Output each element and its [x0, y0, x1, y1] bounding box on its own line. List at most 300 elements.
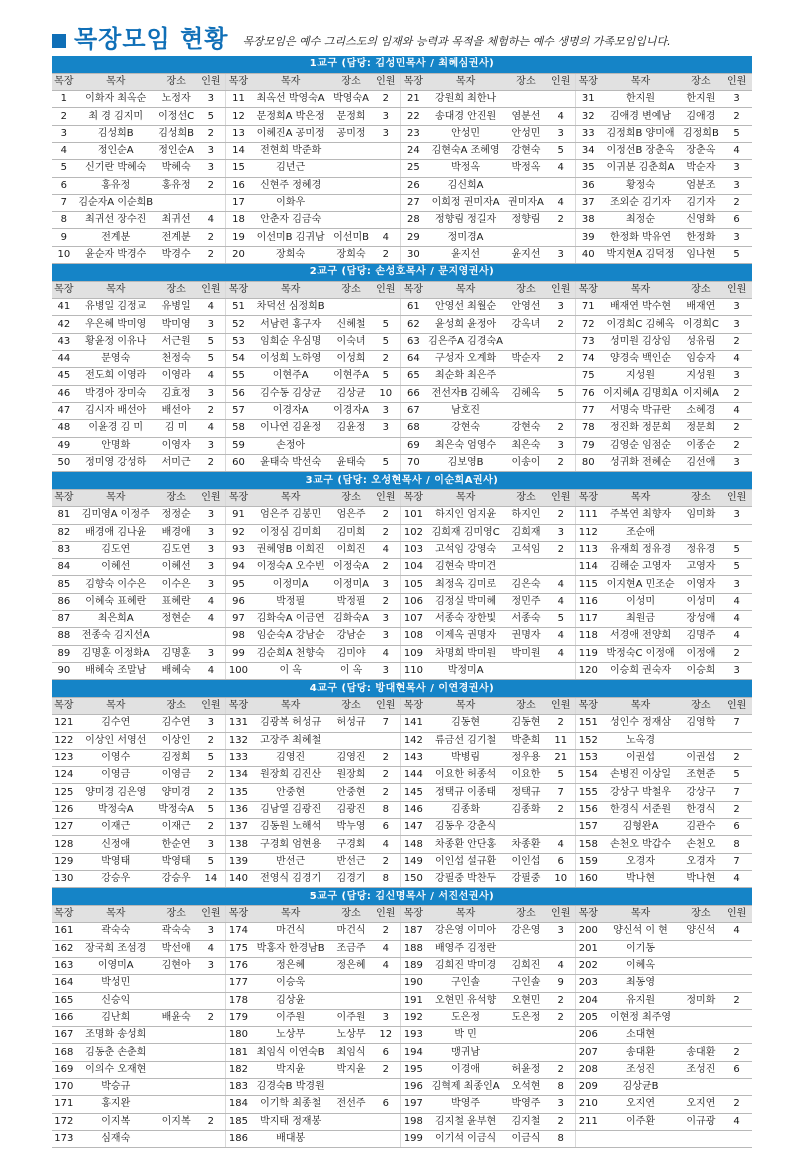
mokja-name: 박홍자 한경남B — [251, 940, 331, 957]
member-count: 2 — [721, 749, 752, 766]
member-count: 2 — [196, 246, 225, 263]
member-count: 4 — [196, 611, 225, 628]
mokjang-number: 18 — [226, 212, 251, 229]
column-header: 목자 — [251, 489, 331, 506]
mokja-name: 유병일 김정교 — [76, 299, 156, 316]
mokjang-number: 2 — [52, 108, 76, 125]
member-count: 2 — [371, 593, 400, 610]
mokja-name: 윤지선 — [426, 246, 506, 263]
place-name: 허윤정 — [506, 1061, 547, 1078]
member-count: 2 — [721, 1096, 752, 1113]
member-count — [721, 940, 752, 957]
mokja-name: 신기란 박혜숙 — [76, 160, 156, 177]
mokja-name: 구인솔 — [426, 975, 506, 992]
place-name — [681, 940, 722, 957]
place-name: 성유림 — [681, 333, 722, 350]
place-name: 전계분 — [156, 229, 197, 246]
member-count: 3 — [196, 91, 225, 108]
place-name: 김도연 — [156, 541, 197, 558]
member-count: 4 — [371, 541, 400, 558]
mokjang-number: 120 — [576, 662, 601, 679]
mokjang-number: 31 — [576, 91, 601, 108]
mokjang-number: 159 — [576, 853, 601, 870]
mokjang-number: 105 — [401, 576, 426, 593]
place-name: 구인솔 — [506, 975, 547, 992]
mokjang-number: 135 — [226, 784, 251, 801]
member-count: 3 — [721, 160, 752, 177]
mokjang-number: 41 — [52, 299, 76, 316]
mokjang-number: 26 — [401, 177, 426, 194]
place-name: 신영화 — [681, 212, 722, 229]
place-name: 이혜선 — [156, 559, 197, 576]
place-name — [506, 177, 547, 194]
member-count: 3 — [196, 385, 225, 402]
place-name — [506, 402, 547, 419]
mokja-name: 정미영 강성하 — [76, 454, 156, 471]
mokja-name: 전선자B 김혜옥 — [426, 385, 506, 402]
mokjang-number: 98 — [226, 628, 251, 645]
member-count: 4 — [721, 402, 752, 419]
place-name: 김윤정 — [331, 420, 372, 437]
member-count: 3 — [196, 923, 225, 940]
member-count — [196, 1079, 225, 1096]
section-title: 5교구 (담당: 김신명목사 / 서진선권사) — [52, 888, 752, 905]
mokja-name: 이영금 — [76, 767, 156, 784]
member-count: 2 — [371, 507, 400, 524]
place-name — [156, 1027, 197, 1044]
mokjang-number: 180 — [226, 1027, 251, 1044]
mokja-name: 이나연 김윤정 — [251, 420, 331, 437]
mokjang-number: 103 — [401, 541, 426, 558]
member-count: 3 — [196, 316, 225, 333]
mokja-name: 한정화 박유연 — [600, 229, 680, 246]
mokjang-number: 35 — [576, 160, 601, 177]
mokja-name: 마건식 — [251, 923, 331, 940]
mokjang-number: 119 — [576, 645, 601, 662]
place-name — [331, 142, 372, 159]
mokjang-number: 65 — [401, 368, 426, 385]
column-header: 목자 — [76, 281, 156, 298]
column-header: 목자 — [76, 73, 156, 90]
place-name: 김기자 — [681, 194, 722, 211]
place-name: 박정필 — [331, 593, 372, 610]
mokja-name: 정미경A — [426, 229, 506, 246]
place-name: 이현주A — [331, 368, 372, 385]
mokja-name: 문정희A 박은정 — [251, 108, 331, 125]
place-name — [681, 732, 722, 749]
mokja-name: 노옥경 — [600, 732, 680, 749]
mokjang-number: 172 — [52, 1113, 76, 1130]
mokja-name: 김년근 — [251, 160, 331, 177]
mokjang-number: 143 — [401, 749, 426, 766]
mokja-name: 오지연 — [600, 1096, 680, 1113]
member-count: 5 — [196, 853, 225, 870]
place-name: 조성진 — [681, 1061, 722, 1078]
mokjang-number: 60 — [226, 454, 251, 471]
place-name: 박미원 — [506, 645, 547, 662]
table-row — [52, 767, 752, 784]
table-row — [52, 628, 752, 645]
member-count: 3 — [196, 957, 225, 974]
mokjang-number: 122 — [52, 732, 76, 749]
mokja-name: 최정옥 김미로 — [426, 576, 506, 593]
member-count: 2 — [721, 333, 752, 350]
member-count — [371, 1113, 400, 1130]
mokja-name: 이주환 — [600, 1113, 680, 1130]
place-name — [331, 1113, 372, 1130]
mokjang-number: 97 — [226, 611, 251, 628]
mokjang-number: 211 — [576, 1113, 601, 1130]
mokjang-number: 80 — [576, 454, 601, 471]
mokja-name: 김성희B — [76, 125, 156, 142]
mokja-name: 양신석 이 현 — [600, 923, 680, 940]
place-name: 엄분조 — [681, 177, 722, 194]
mokjang-number: 121 — [52, 715, 76, 732]
place-name: 김상균 — [331, 385, 372, 402]
mokja-name: 김정희B 양미애 — [600, 125, 680, 142]
place-name — [156, 1130, 197, 1147]
place-name: 박순자 — [681, 160, 722, 177]
mokja-name: 윤태숙 박선숙 — [251, 454, 331, 471]
mokjang-number: 136 — [226, 801, 251, 818]
member-count: 8 — [546, 1130, 575, 1147]
mokja-name: 권혜영B 이희진 — [251, 541, 331, 558]
column-header: 장소 — [506, 281, 547, 298]
place-name: 홍유정 — [156, 177, 197, 194]
place-name: 차종환 — [506, 836, 547, 853]
place-name: 한정화 — [681, 229, 722, 246]
mokjang-number: 137 — [226, 819, 251, 836]
table-row — [52, 992, 752, 1009]
place-name: 박영숙A — [331, 91, 372, 108]
place-name: 임승자 — [681, 351, 722, 368]
column-header: 장소 — [156, 281, 197, 298]
mokjang-number: 53 — [226, 333, 251, 350]
mokja-name: 이지현A 민조순 — [601, 576, 681, 593]
place-name — [331, 992, 372, 1009]
mokjang-number: 204 — [576, 992, 601, 1009]
column-header: 목장 — [226, 697, 251, 714]
table-row — [52, 1027, 752, 1044]
mokja-name: 한경식 서준원 — [600, 801, 680, 818]
member-count: 10 — [546, 870, 575, 887]
mokja-name: 김현숙 박미견 — [426, 559, 506, 576]
mokjang-number: 162 — [52, 940, 76, 957]
column-header: 목장 — [226, 73, 251, 90]
member-count: 2 — [721, 992, 752, 1009]
mokjang-number: 115 — [576, 576, 601, 593]
mokja-name: 손병진 이상일 — [600, 767, 680, 784]
mokjang-number: 203 — [576, 975, 601, 992]
place-name: 김관수 — [681, 819, 722, 836]
mokjang-number: 64 — [401, 351, 426, 368]
column-header: 목장 — [576, 281, 601, 298]
mokja-name: 배대봉 — [251, 1130, 331, 1147]
mokjang-number: 75 — [576, 368, 601, 385]
member-count — [371, 299, 400, 316]
place-name: 이금식 — [506, 1130, 547, 1147]
mokja-name: 김동춘 손춘희 — [76, 1044, 156, 1061]
mokjang-number: 177 — [226, 975, 251, 992]
mokja-name: 이정선B 장춘옥 — [600, 142, 680, 159]
place-name: 김명주 — [681, 628, 722, 645]
member-count: 6 — [546, 853, 575, 870]
member-count: 5 — [721, 559, 752, 576]
mokja-name: 송대환 — [600, 1044, 680, 1061]
member-count — [546, 819, 575, 836]
member-count: 6 — [371, 1096, 400, 1113]
table-row — [52, 559, 752, 576]
mokja-name: 이기학 최종철 — [251, 1096, 331, 1113]
member-count: 5 — [196, 333, 225, 350]
mokja-name: 최동영 — [600, 975, 680, 992]
mokjang-number: 200 — [576, 923, 601, 940]
mokjang-number: 183 — [226, 1079, 251, 1096]
mokjang-number: 117 — [576, 611, 601, 628]
member-count: 2 — [196, 819, 225, 836]
place-name: 최귀선 — [156, 212, 197, 229]
place-name: 이권섭 — [681, 749, 722, 766]
table-row — [52, 91, 752, 108]
place-name: 이영자 — [156, 437, 197, 454]
mokjang-number: 51 — [226, 299, 251, 316]
place-name: 송대환 — [681, 1044, 722, 1061]
table-row — [52, 142, 752, 159]
mokjang-number: 21 — [401, 91, 426, 108]
mokjang-number: 37 — [576, 194, 601, 211]
mokja-name: 이지혜A 김명희A — [600, 385, 680, 402]
table-row — [52, 524, 752, 541]
place-name — [681, 1027, 722, 1044]
place-name: 박선애 — [156, 940, 197, 957]
mokjang-number: 189 — [401, 957, 426, 974]
member-count: 8 — [546, 1079, 575, 1096]
place-name — [331, 160, 372, 177]
mokja-name: 주복연 최향자 — [601, 507, 681, 524]
mokja-name: 맹귀남 — [426, 1044, 506, 1061]
member-count — [371, 437, 400, 454]
column-header: 목장 — [576, 906, 601, 923]
mokjang-number: 185 — [226, 1113, 251, 1130]
place-name: 이성미 — [681, 593, 722, 610]
mokjang-number: 63 — [401, 333, 426, 350]
column-header: 장소 — [506, 489, 547, 506]
mokja-name: 김영순 임점순 — [600, 437, 680, 454]
mokjang-number: 83 — [52, 541, 76, 558]
member-count: 3 — [721, 576, 752, 593]
member-count: 3 — [721, 662, 752, 679]
mokja-name: 고석임 강영숙 — [426, 541, 506, 558]
mokjang-number: 68 — [401, 420, 426, 437]
column-header: 인원 — [196, 489, 225, 506]
place-name: 배윤숙 — [156, 1009, 197, 1026]
mokja-name: 정향림 정길자 — [426, 212, 506, 229]
member-count — [546, 91, 575, 108]
member-count: 3 — [196, 142, 225, 159]
member-count: 5 — [546, 385, 575, 402]
column-header: 목장 — [52, 281, 76, 298]
mokja-name: 차덕선 심정희B — [251, 299, 331, 316]
mokja-name: 이성희 노하영 — [251, 351, 331, 368]
member-count: 5 — [371, 454, 400, 471]
mokja-name: 이경애 — [426, 1061, 506, 1078]
mokja-name: 최원금 — [601, 611, 681, 628]
member-count: 4 — [546, 836, 575, 853]
column-header: 장소 — [681, 489, 722, 506]
mokjang-number: 202 — [576, 957, 601, 974]
member-count: 4 — [546, 108, 575, 125]
mokjang-number: 16 — [226, 177, 251, 194]
place-name: 김정희B — [681, 125, 722, 142]
column-header: 목장 — [401, 906, 426, 923]
table-row — [52, 385, 752, 402]
member-count: 2 — [546, 351, 575, 368]
place-name — [506, 1027, 547, 1044]
member-count: 2 — [371, 559, 400, 576]
place-name: 배혜숙 — [156, 662, 197, 679]
column-header: 인원 — [196, 697, 225, 714]
column-header: 장소 — [681, 281, 722, 298]
mokjang-number: 5 — [52, 160, 76, 177]
mokjang-number: 44 — [52, 351, 76, 368]
place-name: 이영금 — [156, 767, 197, 784]
place-name — [331, 437, 372, 454]
place-name: 염분선 — [506, 108, 547, 125]
column-header-row — [52, 489, 752, 506]
member-count: 2 — [371, 767, 400, 784]
mokjang-number: 42 — [52, 316, 76, 333]
mokjang-number: 154 — [576, 767, 601, 784]
member-count: 2 — [371, 91, 400, 108]
mokja-name: 이상인 서영선 — [76, 732, 156, 749]
table-row — [52, 194, 752, 211]
mokja-name: 조외순 김기자 — [600, 194, 680, 211]
place-name: 정민주 — [506, 593, 547, 610]
mokja-name: 김지철 윤부현 — [426, 1113, 506, 1130]
place-name: 권명자 — [506, 628, 547, 645]
mokja-name: 박정숙A — [76, 801, 156, 818]
mokja-name: 최귀선 장수진 — [76, 212, 156, 229]
mokja-name: 이현정 최주영 — [600, 1009, 680, 1026]
mokja-name: 김난희 — [76, 1009, 156, 1026]
column-header: 장소 — [681, 697, 722, 714]
member-count — [196, 1061, 225, 1078]
mokja-name: 이희정 권미자A — [426, 194, 506, 211]
mokjang-number: 199 — [401, 1130, 426, 1147]
mokjang-number: 181 — [226, 1044, 251, 1061]
mokjang-number: 175 — [226, 940, 251, 957]
place-name: 임나현 — [681, 246, 722, 263]
member-count: 3 — [546, 524, 575, 541]
mokjang-number: 141 — [401, 715, 426, 732]
member-count — [546, 1044, 575, 1061]
mokjang-number: 104 — [401, 559, 426, 576]
table-row — [52, 125, 752, 142]
place-name: 안영선 — [506, 299, 547, 316]
member-count: 2 — [196, 229, 225, 246]
member-count: 3 — [371, 1009, 400, 1026]
place-name: 이경희C — [681, 316, 722, 333]
place-name: 김미희 — [331, 524, 372, 541]
mokjang-number: 196 — [401, 1079, 426, 1096]
mokja-name: 윤성희 윤정아 — [426, 316, 506, 333]
member-count: 3 — [546, 923, 575, 940]
member-count: 3 — [196, 507, 225, 524]
column-header: 인원 — [721, 906, 752, 923]
mokjang-number: 24 — [401, 142, 426, 159]
member-count: 6 — [721, 819, 752, 836]
place-name: 김미야 — [331, 645, 372, 662]
member-count: 3 — [721, 177, 752, 194]
mokja-name: 강승우 — [76, 870, 156, 887]
mokjang-number: 61 — [401, 299, 426, 316]
mokja-name: 성미원 김상임 — [600, 333, 680, 350]
mokja-name: 이지복 — [76, 1113, 156, 1130]
place-name: 강현숙 — [506, 142, 547, 159]
member-count: 6 — [371, 819, 400, 836]
place-name — [156, 194, 197, 211]
mokjang-number: 118 — [576, 628, 601, 645]
place-name: 이송이 — [506, 454, 547, 471]
place-name: 장희숙 — [331, 246, 372, 263]
member-count: 3 — [371, 402, 400, 419]
mokja-name: 심재숙 — [76, 1130, 156, 1147]
member-count — [546, 559, 575, 576]
member-count: 2 — [721, 108, 752, 125]
member-count — [196, 992, 225, 1009]
mokjang-number: 166 — [52, 1009, 76, 1026]
place-name: 고석임 — [506, 541, 547, 558]
place-name: 김은숙 — [506, 576, 547, 593]
member-count: 4 — [196, 420, 225, 437]
column-header: 인원 — [721, 697, 752, 714]
mokja-name: 박승규 — [76, 1079, 156, 1096]
member-count: 2 — [721, 194, 752, 211]
mokja-name: 박영주 — [426, 1096, 506, 1113]
member-count: 2 — [721, 420, 752, 437]
mokjang-number: 188 — [401, 940, 426, 957]
member-count: 4 — [371, 957, 400, 974]
page-title: 목장모임 현황 — [74, 25, 229, 53]
mokja-name: 최 경 김지미 — [76, 108, 156, 125]
table-row — [52, 368, 752, 385]
column-header: 인원 — [371, 281, 400, 298]
mokja-name: 신정애 — [76, 836, 156, 853]
place-name: 박혜숙 — [156, 160, 197, 177]
place-name: 박경수 — [156, 246, 197, 263]
place-name: 이종순 — [681, 437, 722, 454]
mokjang-number: 12 — [226, 108, 251, 125]
member-count: 3 — [371, 576, 400, 593]
place-name: 박영주 — [506, 1096, 547, 1113]
mokja-name: 이성미 — [601, 593, 681, 610]
column-header: 인원 — [371, 489, 400, 506]
mokja-name: 안명화 — [76, 437, 156, 454]
member-count: 3 — [546, 1096, 575, 1113]
table-row — [52, 1044, 752, 1061]
place-name: 오석현 — [506, 1079, 547, 1096]
member-count: 4 — [721, 351, 752, 368]
member-count: 2 — [546, 801, 575, 818]
place-name: 이성희 — [331, 351, 372, 368]
mokja-name: 장국희 조섬경 — [76, 940, 156, 957]
column-header: 장소 — [331, 489, 372, 506]
place-name: 구경회 — [331, 836, 372, 853]
mokja-name: 김남열 김광진 — [251, 801, 331, 818]
mokjang-number: 129 — [52, 853, 76, 870]
member-count — [371, 992, 400, 1009]
place-name: 한경식 — [681, 801, 722, 818]
